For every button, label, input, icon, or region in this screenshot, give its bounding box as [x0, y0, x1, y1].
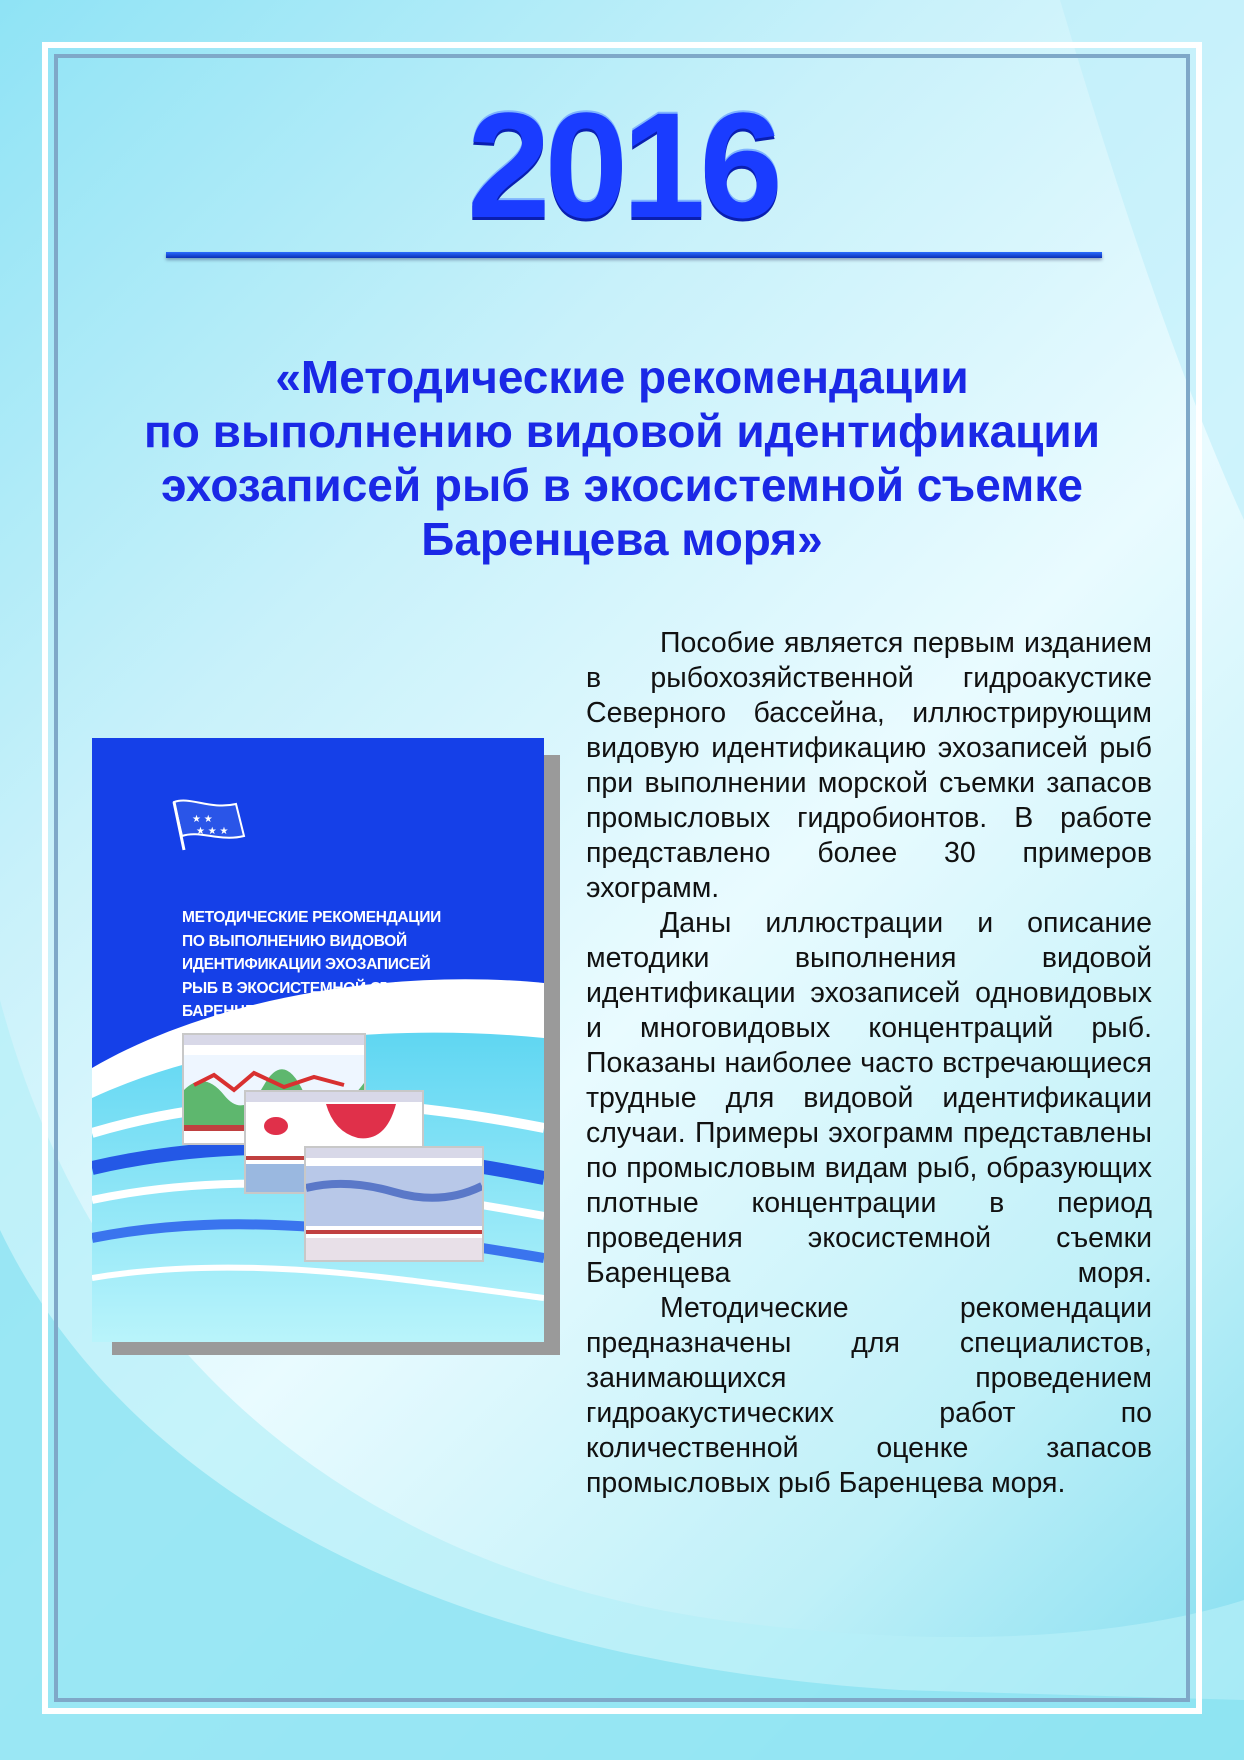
- svg-text:★ ★ ★: ★ ★ ★: [196, 826, 229, 837]
- description-paragraph: Даны иллюстрации и описание методики выполнения видовой идентификации эхозаписей одновидовых и многовидовых концентраций рыб. Показаны наиболее часто встречающиеся трудные для видовой идентификации случаи. Примеры эхограмм представлены по промысловым видам рыб, образующих плотные концентрации в период проведения экосистемной съемки Баренцева моря.: [586, 907, 1152, 1289]
- book-cover-image: [92, 738, 544, 1342]
- year-divider: [166, 252, 1102, 258]
- title-line: «Методические рекомендации: [275, 351, 969, 403]
- description-paragraph: Пособие является первым изданием в рыбохозяйственной гидроакустике Северного бассейна, иллюстрирующим видовую идентификацию эхозаписей рыб при выполнении морской съемки запасов промысловых гидробионтов. В работе представлено более 30 примеров эхограмм.: [586, 627, 1152, 904]
- cover-title-line: ИДЕНТИФИКАЦИИ ЭХОЗАПИСЕЙ: [182, 956, 431, 973]
- cover-title-line: МЕТОДИЧЕСКИЕ РЕКОМЕНДАЦИИ: [182, 909, 442, 926]
- year-heading: 2016: [467, 81, 777, 249]
- title-line: Баренцева моря»: [421, 513, 823, 565]
- cover-title-line: РЫБ В ЭКОСИСТЕМНОЙ СЪЕМКЕ: [182, 979, 436, 997]
- echogram-thumbnail: [304, 1146, 484, 1262]
- flag-with-stars-icon: [170, 796, 248, 852]
- description-paragraph: Методические рекомендации предназначены для специалистов, занимающихся проведением гидроакустических работ по количественной оценке запасов промысловых рыб Баренцева моря.: [586, 1292, 1152, 1499]
- book-title-heading: [80, 350, 1164, 566]
- cover-title-line: ПО ВЫПОЛНЕНИЮ ВИДОВОЙ: [182, 932, 407, 950]
- description-text: [586, 626, 1152, 1501]
- svg-text:★ ★: ★ ★: [192, 814, 213, 825]
- cover-title-line: БАРЕНЦЕВА МОРЯ: [182, 1003, 326, 1020]
- book-cover-title: [182, 906, 502, 1024]
- title-line: по выполнению видовой идентификации: [144, 405, 1100, 457]
- title-line: эхозаписей рыб в экосистемной съемке: [161, 459, 1083, 511]
